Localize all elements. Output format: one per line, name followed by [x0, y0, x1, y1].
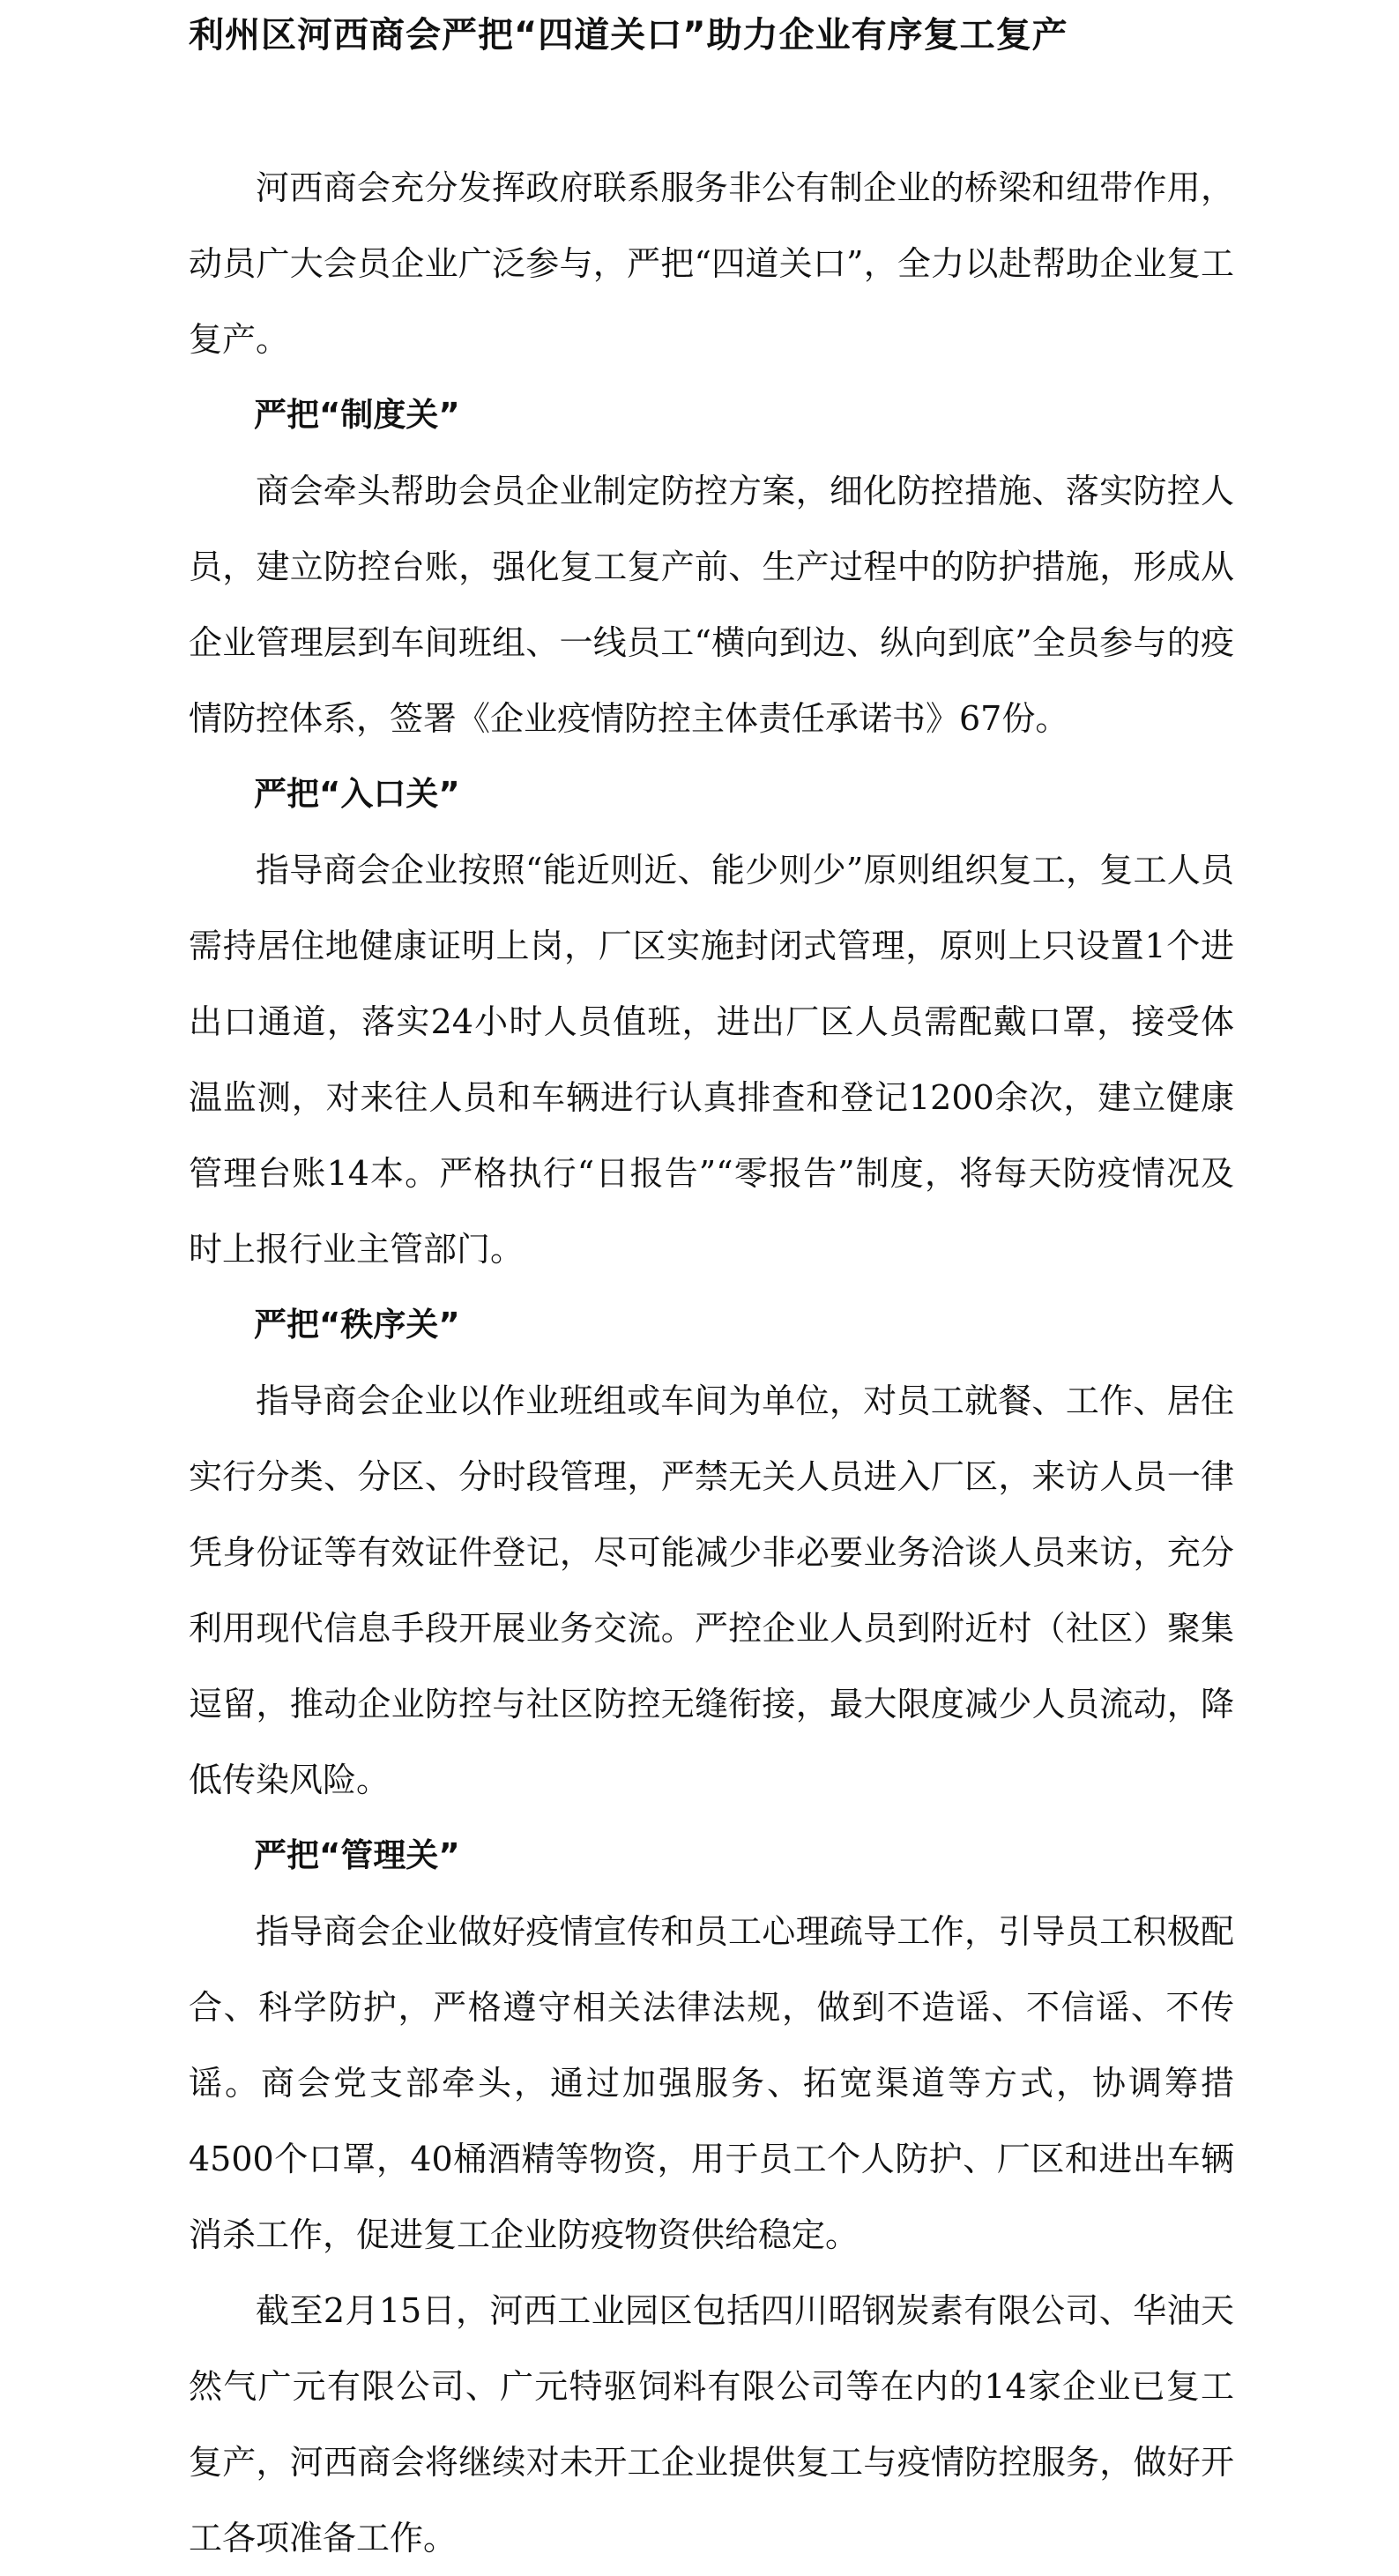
section-paragraph-entrance: 指导商会企业按照“能近则近、能少则少”原则组织复工，复工人员需持居住地健康证明上岗，厂区实施封闭式管理，原则上只设置1个进出口通道，落实24小时人员值班，进出厂区人员需配戴口罩，接受体温监测，对来往人员和车辆进行认真排查和登记1200余次，建立健康管理台账14本。严格执行“日报告”“零报告”制度，将每天防疫情况及时上报行业主管部门。: [189, 851, 1234, 1269]
section-heading-management: 严把“管理关”: [254, 1836, 460, 1874]
section-heading-order: 严把“秩序关”: [254, 1306, 460, 1344]
section-heading-system: 严把“制度关”: [254, 396, 460, 434]
section-heading-entrance: 严把“入口关”: [254, 775, 460, 813]
conclusion-paragraph: 截至2月15日，河西工业园区包括四川昭钢炭素有限公司、华油天然气广元有限公司、广元特驱饲料有限公司等在内的14家企业已复工复产，河西商会将继续对未开工企业提供复工与疫情防控服务，做好开工各项准备工作。: [189, 2291, 1234, 2557]
intro-paragraph: 河西商会充分发挥政府联系服务非公有制企业的桥梁和纽带作用，动员广大会员企业广泛参与，严把“四道关口”，全力以赴帮助企业复工复产。: [189, 168, 1234, 359]
section-paragraph-system: 商会牵头帮助会员企业制定防控方案，细化防控措施、落实防控人员，建立防控台账，强化复工复产前、生产过程中的防护措施，形成从企业管理层到车间班组、一线员工“横向到边、纵向到底”全员参与的疫情防控体系，签署《企业疫情防控主体责任承诺书》67份。: [189, 472, 1234, 738]
section-paragraph-management: 指导商会企业做好疫情宣传和员工心理疏导工作，引导员工积极配合、科学防护，严格遵守相关法律法规，做到不造谣、不信谣、不传谣。商会党支部牵头，通过加强服务、拓宽渠道等方式，协调筹措4500个口罩，40桶酒精等物资，用于员工个人防护、厂区和进出车辆消杀工作，促进复工企业防疫物资供给稳定。: [189, 1912, 1234, 2254]
article-title: 利州区河西商会严把“四道关口”助力企业有序复工复产: [189, 15, 1068, 56]
section-paragraph-order: 指导商会企业以作业班组或车间为单位，对员工就餐、工作、居住实行分类、分区、分时段管理，严禁无关人员进入厂区，来访人员一律凭身份证等有效证件登记，尽可能减少非必要业务洽谈人员来访，充分利用现代信息手段开展业务交流。严控企业人员到附近村（社区）聚集逗留，推动企业防控与社区防控无缝衔接，最大限度减少人员流动，降低传染风险。: [189, 1381, 1234, 1799]
article-body: [189, 150, 1234, 2576]
